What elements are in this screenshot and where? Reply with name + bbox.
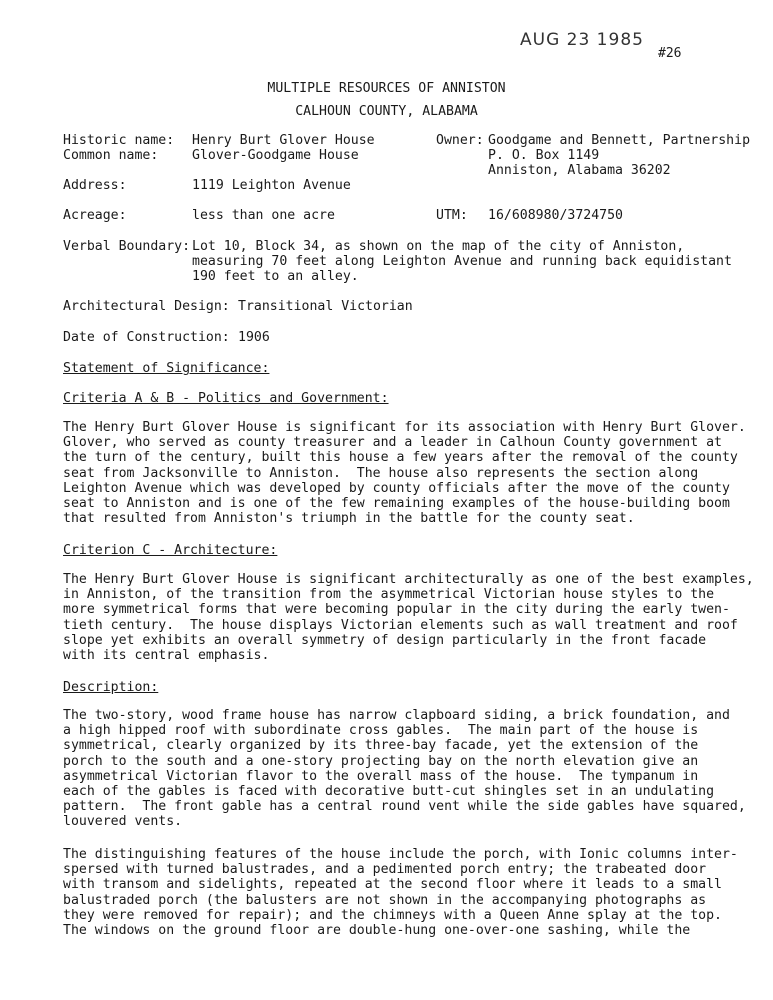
- verbal-boundary-label: Verbal Boundary:: [63, 239, 191, 254]
- text-line: a high hipped roof with subordinate cross gables. The main part of the house is: [63, 723, 699, 739]
- owner-line: P. O. Box 1149: [488, 148, 600, 163]
- text-line: Glover, who served as county treasurer and a leader in Calhoun County government at: [63, 435, 722, 451]
- criterion-c-paragraph: [63, 572, 754, 663]
- text-line: that resulted from Anniston's triumph in the battle for the county seat.: [63, 511, 635, 527]
- text-line: tieth century. The house displays Victorian elements such as wall treatment and roof: [63, 617, 738, 633]
- text-line: The Henry Burt Glover House is significant for its association with Henry Burt Glover.: [63, 420, 746, 435]
- text-line: asymmetrical Victorian flavor to the overall mass of the house. The tympanum in: [63, 768, 699, 784]
- text-line: with transom and sidelights, repeated at the second floor where it leads to a small: [63, 877, 722, 893]
- text-line: porch to the south and a one-story projecting bay on the north elevation give an: [63, 753, 699, 769]
- utm-value: 16/608980/3724750: [488, 208, 623, 223]
- text-line: spersed with turned balustrades, and a pedimented porch entry; the trabeated door: [63, 862, 707, 878]
- common-name-value: Glover-Goodgame House: [192, 148, 359, 163]
- address-value: 1119 Leighton Avenue: [192, 178, 351, 193]
- historic-name-label: Historic name:: [63, 133, 175, 148]
- criteria-ab-heading: Criteria A & B - Politics and Government:: [63, 391, 389, 406]
- criterion-c-heading: Criterion C - Architecture:: [63, 543, 278, 558]
- architectural-design-label: Architectural Design:: [63, 299, 230, 314]
- text-line: slope yet exhibits an overall symmetry of design particularly in the front facade: [63, 632, 707, 648]
- owner-label: Owner:: [436, 133, 484, 148]
- verbal-boundary-line: 190 feet to an alley.: [192, 269, 359, 284]
- owner-line: Goodgame and Bennett, Partnership: [488, 133, 751, 148]
- document-subtitle: CALHOUN COUNTY, ALABAMA: [295, 104, 478, 119]
- text-line: The Henry Burt Glover House is significant architecturally as one of the best examples,: [63, 572, 754, 587]
- acreage-value: less than one acre: [192, 208, 335, 223]
- verbal-boundary-line: Lot 10, Block 34, as shown on the map of the city of Anniston,: [192, 239, 685, 254]
- verbal-boundary-line: measuring 70 feet along Leighton Avenue and running back equidistant: [192, 254, 732, 269]
- text-line: the turn of the century, built this house a few years after the removal of the county: [63, 450, 738, 466]
- text-line: seat to Anniston and is one of the few remaining examples of the house-building boom: [63, 495, 730, 511]
- date-of-construction-value: 1906: [238, 330, 270, 345]
- description-heading: Description:: [63, 680, 159, 695]
- architectural-design-value: Transitional Victorian: [238, 299, 413, 314]
- text-line: each of the gables is faced with decorative butt-cut shingles set in an undulating: [63, 783, 715, 799]
- text-line: with its central emphasis.: [63, 647, 270, 663]
- text-line: more symmetrical forms that were becoming popular in the city during the early twen-: [63, 602, 730, 618]
- significance-heading: Statement of Significance:: [63, 361, 270, 376]
- historic-name-value: Henry Burt Glover House: [192, 133, 375, 148]
- document-title: MULTIPLE RESOURCES OF ANNISTON: [267, 81, 506, 96]
- date-received-stamp: AUG 23 1985: [520, 30, 644, 50]
- text-line: louvered vents.: [63, 814, 183, 830]
- page-number: #26: [658, 46, 682, 61]
- text-line: balustraded porch (the balusters are not shown in the accompanying photographs as: [63, 892, 707, 908]
- description-paragraph-1: [63, 708, 746, 830]
- address-label: Address:: [63, 178, 127, 193]
- owner-line: Anniston, Alabama 36202: [488, 163, 671, 178]
- text-line: Leighton Avenue which was developed by county officials after the move of the county: [63, 480, 730, 496]
- text-line: seat from Jacksonville to Anniston. The house also represents the section along: [63, 465, 699, 481]
- description-paragraph-2: [63, 847, 738, 938]
- criteria-ab-paragraph: [63, 420, 746, 527]
- date-of-construction-label: Date of Construction:: [63, 330, 230, 345]
- text-line: The distinguishing features of the house include the porch, with Ionic columns inter-: [63, 847, 738, 862]
- text-line: pattern. The front gable has a central round vent while the side gables have squared,: [63, 799, 746, 815]
- text-line: The two-story, wood frame house has narrow clapboard siding, a brick foundation, and: [63, 708, 730, 723]
- common-name-label: Common name:: [63, 148, 159, 163]
- text-line: symmetrical, clearly organized by its three-bay facade, yet the extension of the: [63, 738, 699, 754]
- utm-label: UTM:: [436, 208, 468, 223]
- text-line: they were removed for repair); and the chimneys with a Queen Anne splay at the top.: [63, 907, 722, 923]
- acreage-label: Acreage:: [63, 208, 127, 223]
- text-line: The windows on the ground floor are double-hung one-over-one sashing, while the: [63, 922, 691, 938]
- text-line: in Anniston, of the transition from the asymmetrical Victorian house styles to the: [63, 587, 715, 603]
